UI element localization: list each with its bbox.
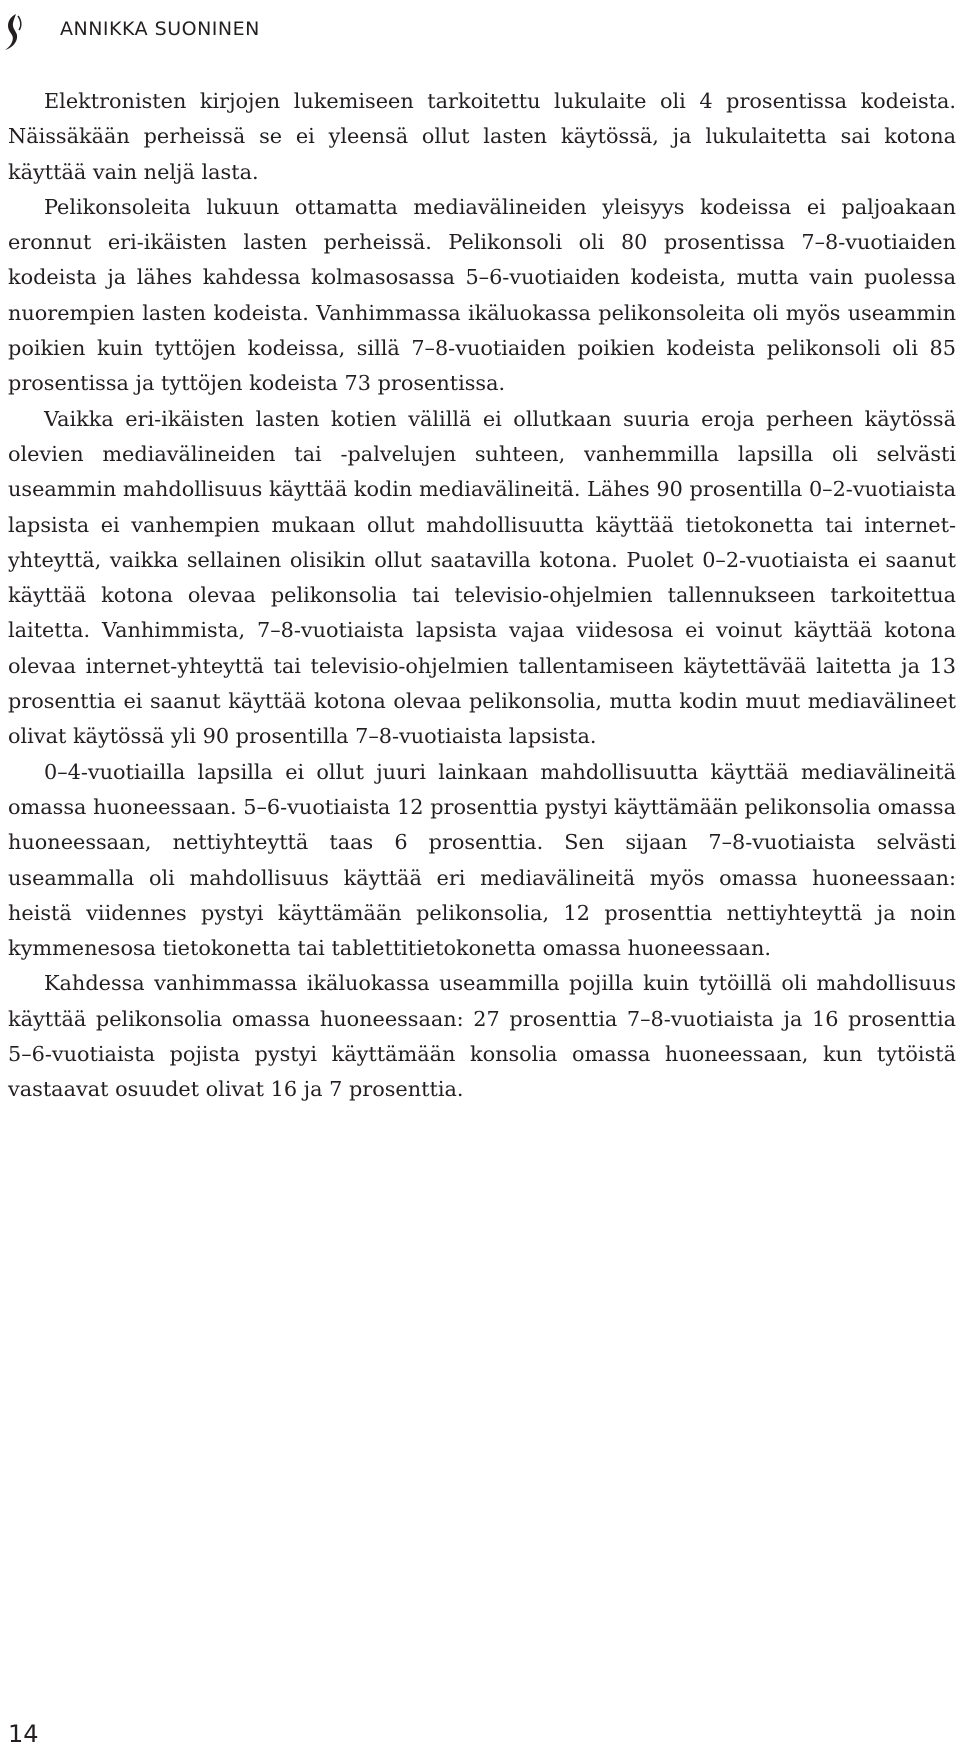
page-number: 14 (8, 1720, 39, 1748)
paragraph: Vaikka eri-ikäisten lasten kotien välillä ei ollutkaan suuria eroja perheen käytössä olevien mediavälineiden tai -palvelujen suhteen, vanhemmilla lapsilla oli selvästi useammin mahdollisuus käyttää kodin mediavälineitä. Lähes 90 prosentilla 0–2-vuotiaista lapsista ei vanhempien mukaan ollut mahdollisuutta käyttää tietokonetta tai internet-yhteyttä, vaikka sellainen olisikin ollut saatavilla kotona. Puolet 0–2-vuotiaista ei saanut käyttää kotona olevaa pelikonsolia tai televisio-ohjelmien tallennukseen tarkoitettua laitetta. Vanhimmista, 7–8-vuotiaista lapsista vajaa viidesosa ei voinut käyttää kotona olevaa internet-yhteyttä tai televisio-ohjelmien tallentamiseen käytettävää laitetta ja 13 prosenttia ei saanut käyttää kotona olevaa pelikonsolia, mutta kodin muut mediavälineet olivat käytössä yli 90 prosentilla 7–8-vuotiaista lapsista. (8, 406, 956, 749)
running-header (0, 10, 960, 50)
paragraph: Kahdessa vanhimmassa ikäluokassa useammilla pojilla kuin tytöillä oli mahdollisuus käyttää pelikonsolia omassa huoneessaan: 27 prosenttia 7–8-vuotiaista ja 16 prosenttia 5–6-vuotiaista pojista pystyi käyttämään konsolia omassa huoneessaan, kun tytöistä vastaavat osuudet olivat 16 ja 7 prosenttia. (8, 971, 956, 1102)
section-mark-icon (2, 12, 24, 52)
paragraph: 0–4-vuotiailla lapsilla ei ollut juuri lainkaan mahdollisuutta käyttää mediavälineitä omassa huoneessaan. 5–6-vuotiaista 12 prosenttia pystyi käyttämään pelikonsolia omassa huoneessaan, nettiyhteyttä taas 6 prosenttia. Sen sijaan 7–8-vuotiaista selvästi useammalla oli mahdollisuus käyttää eri mediavälineitä myös omassa huoneessaan: heistä viidennes pystyi käyttämään pelikonsolia, 12 prosenttia nettiyhteyttä ja noin kymmenesosa tietokonetta tai tablettitietokonetta omassa huoneessaan. (8, 759, 956, 961)
body-text (8, 84, 956, 1108)
paragraph: Pelikonsoleita lukuun ottamatta mediavälineiden yleisyys kodeissa ei paljoakaan eronnut eri-ikäisten lasten perheissä. Pelikonsoli oli 80 prosentissa 7–8-vuotiaiden kodeista ja lähes kahdessa kolmasosassa 5–6-vuotiaiden kodeista, mutta vain puolessa nuorempien lasten kodeista. Vanhimmassa ikäluokassa pelikonsoleita oli myös useammin poikien kuin tyttöjen kodeissa, sillä 7–8-vuotiaiden poikien kodeista pelikonsoli oli 85 prosentissa ja tyttöjen kodeista 73 prosentissa. (8, 194, 956, 396)
author-name: ANNIKKA SUONINEN (60, 18, 260, 40)
paragraph: Elektronisten kirjojen lukemiseen tarkoitettu lukulaite oli 4 prosentissa kodeista. Näissäkään perheissä se ei yleensä ollut lasten käytössä, ja lukulaitetta sai kotona käyttää vain neljä lasta. (8, 89, 956, 184)
